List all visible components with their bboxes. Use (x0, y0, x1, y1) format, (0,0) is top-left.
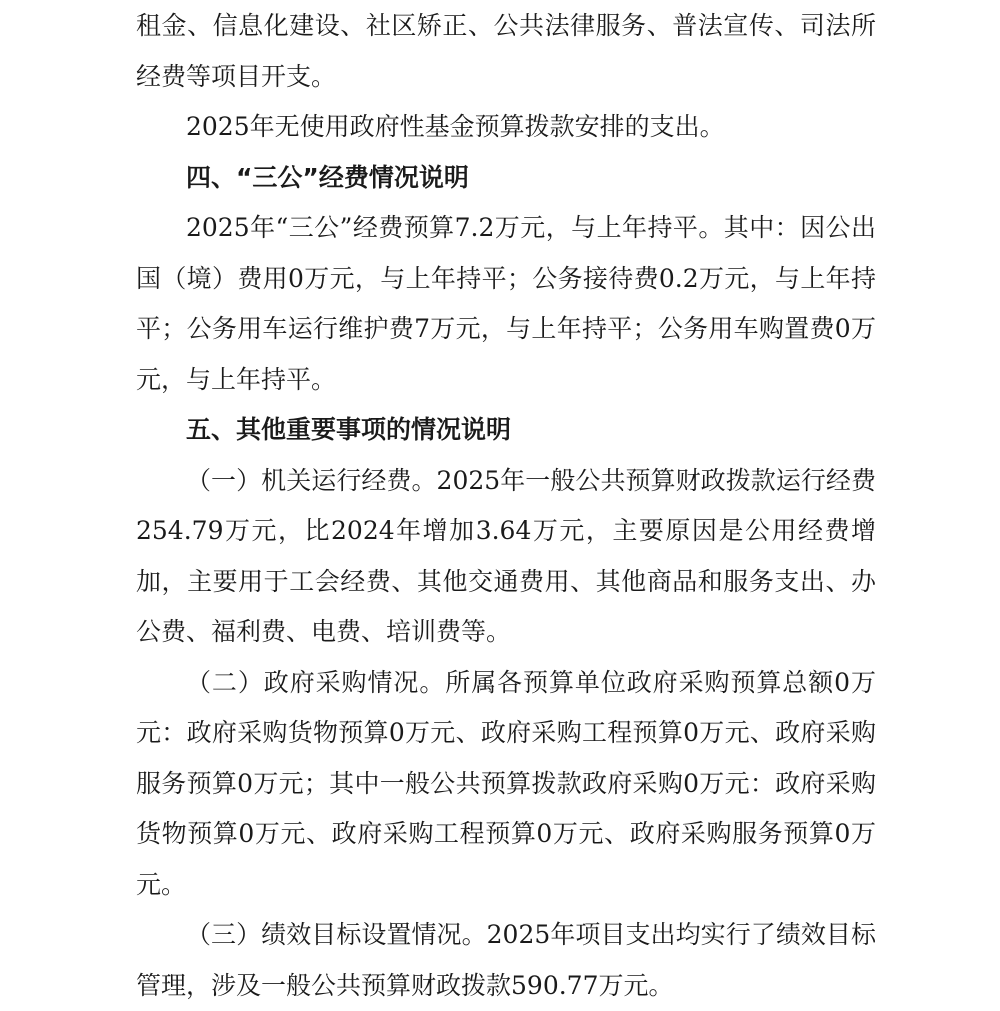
paragraph-fund-budget: 2025年无使用政府性基金预算拨款安排的支出。 (186, 112, 725, 141)
document-page (136, 0, 876, 1011)
section-heading-three-public: 四、“三公”经费情况说明 (186, 162, 469, 192)
paragraph-continuation: 租金、信息化建设、社区矫正、公共法律服务、普法宣传、司法所经费等项目开支。 (136, 11, 876, 91)
section-heading-other-matters: 五、其他重要事项的情况说明 (186, 415, 512, 444)
paragraph-three-public-budget: 2025年“三公”经费预算7.2万元，与上年持平。其中：因公出国（境）费用0万元，与上年持平；公务接待费0.2万元，与上年持平；公务用车运行维护费7万元，与上年持平；公务用车购置费0万元，与上年持平。 (136, 213, 876, 394)
paragraph-performance-targets: （三）绩效目标设置情况。2025年项目支出均实行了绩效目标管理，涉及一般公共预算财政拨款590.77万元。 (136, 920, 876, 1000)
paragraph-operating-expenses: （一）机关运行经费。2025年一般公共预算财政拨款运行经费254.79万元，比2024年增加3.64万元，主要原因是公用经费增加，主要用于工会经费、其他交通费用、其他商品和服务支出、办公费、福利费、电费、培训费等。 (136, 465, 876, 646)
paragraph-government-procurement: （二）政府采购情况。所属各预算单位政府采购预算总额0万元：政府采购货物预算0万元、政府采购工程预算0万元、政府采购服务预算0万元；其中一般公共预算拨款政府采购0万元：政府采购货物预算0万元、政府采购工程预算0万元、政府采购服务预算0万元。 (136, 667, 876, 899)
